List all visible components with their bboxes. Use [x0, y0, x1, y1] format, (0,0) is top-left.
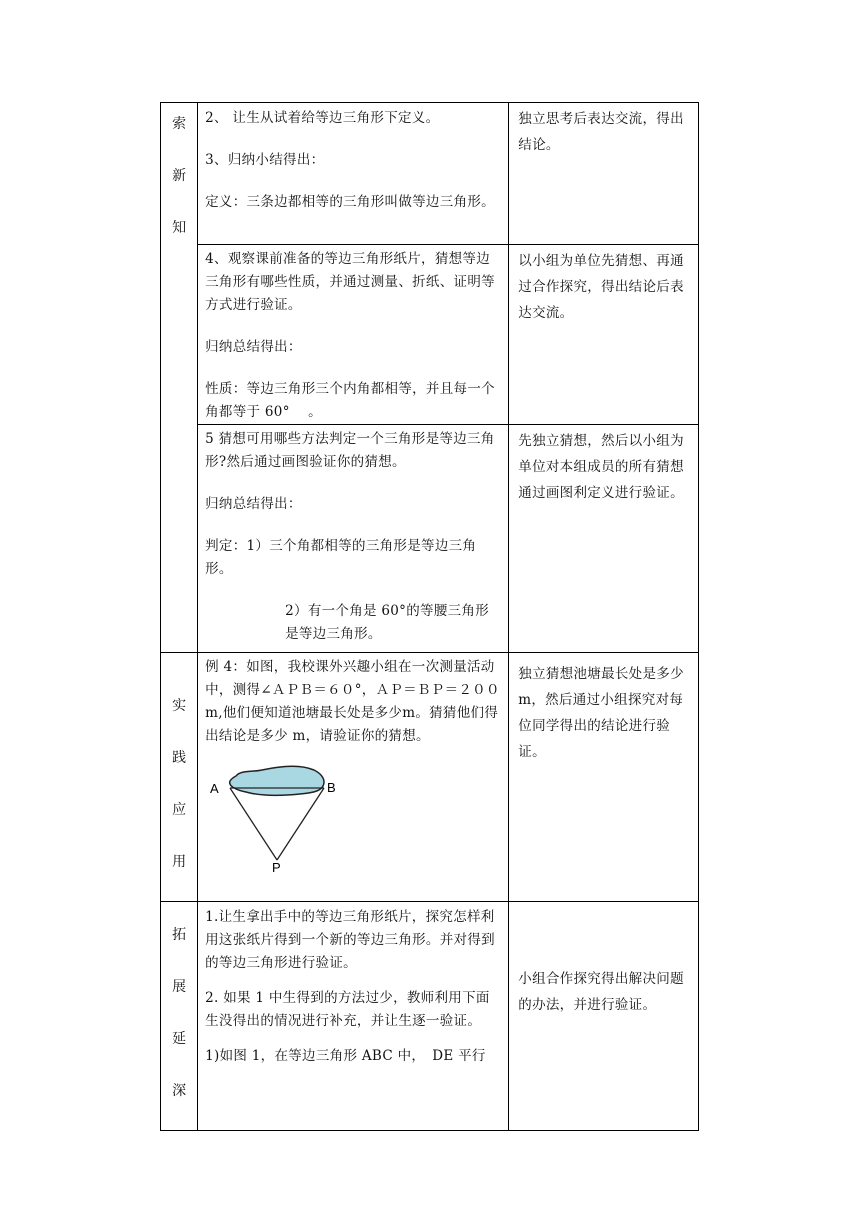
stage-char: 应 — [172, 802, 187, 818]
label-p: P — [272, 860, 282, 872]
teacher-activity-cell — [198, 245, 509, 425]
pond-shape — [230, 766, 324, 795]
stage-char: 深 — [172, 1083, 187, 1099]
student-activity-cell — [509, 425, 699, 653]
paragraph: 判定：1）三个角都相等的三角形是等边三角形。 — [205, 538, 477, 577]
stage-char: 展 — [172, 979, 187, 995]
table-row — [161, 902, 699, 1131]
paragraph: 4、观察课前准备的等边三角形纸片，猜想等边三角形有哪些性质，并通过测量、折纸、证明等方式进行验证。 — [205, 251, 495, 313]
table-row — [161, 103, 699, 245]
stage-cell-practice — [161, 653, 198, 902]
paragraph: 性质：等边三角形三个内角都相等，并且每一个角都等于 60° 。 — [205, 381, 495, 420]
stage-cell-explore — [161, 103, 198, 653]
paragraph: 以小组为单位先猜想、再通过合作探究，得出结论后表达交流。 — [518, 253, 684, 321]
stage-cell-extend — [161, 902, 198, 1131]
triangle-side-ap — [230, 788, 277, 860]
stage-char: 践 — [172, 750, 187, 766]
teacher-activity-cell — [198, 902, 509, 1131]
triangle-side-bp — [277, 788, 324, 860]
paragraph: 2）有一个角是 60°的等腰三角形是等边三角形。 — [285, 603, 490, 642]
label-a: A — [210, 781, 220, 796]
paragraph: 2、 让生从试着给等边三角形下定义。 — [205, 110, 440, 126]
student-activity-cell — [509, 245, 699, 425]
paragraph: 1)如图 1，在等边三角形 ABC 中， DE 平行 — [205, 1048, 486, 1064]
pond-triangle-figure — [210, 762, 350, 872]
lesson-plan-table — [160, 102, 699, 1131]
paragraph: 小组合作探究得出解决问题的办法，并进行验证。 — [518, 971, 684, 1013]
table-row — [161, 653, 699, 902]
paragraph: 独立猜想池塘最长处是多少 m，然后通过小组探究对每位同学得出的结论进行验证。 — [518, 666, 684, 760]
teacher-activity-cell — [198, 425, 509, 653]
stage-char: 拓 — [172, 927, 187, 943]
stage-char: 实 — [172, 698, 187, 714]
paragraph: 2. 如果 1 中生得到的方法过少，教师利用下面生没得出的情况进行补充，并让生逐一验证。 — [205, 990, 490, 1029]
paragraph: 例 4：如图，我校课外兴趣小组在一次测量活动中，测得∠ＡＰＢ＝６０°，ＡＰ＝ＢＰ＝２００m,他们便知道池塘最长处是多少m。猜猜他们得出结论是多少 m，请验证你的猜想。 — [205, 659, 500, 744]
stage-char: 延 — [172, 1031, 187, 1047]
teacher-activity-cell — [198, 103, 509, 245]
stage-char: 知 — [172, 220, 187, 236]
student-activity-cell — [509, 653, 699, 902]
table-row — [161, 245, 699, 425]
paragraph: 5 猜想可用哪些方法判定一个三角形是等边三角形?然后通过画图验证你的猜想。 — [205, 431, 495, 470]
paragraph: 3、归纳小结得出： — [205, 152, 325, 168]
stage-char: 新 — [172, 168, 187, 184]
student-activity-cell — [509, 902, 699, 1131]
table-row — [161, 425, 699, 653]
paragraph: 1.让生拿出手中的等边三角形纸片，探究怎样利用这张纸片得到一个新的等边三角形。并对得到的等边三角形进行验证。 — [205, 909, 495, 971]
paragraph: 独立思考后表达交流，得出结论。 — [518, 111, 684, 153]
paragraph: 归纳总结得出： — [205, 339, 302, 355]
label-b: B — [327, 780, 337, 795]
stage-char: 用 — [172, 854, 187, 870]
paragraph: 先独立猜想，然后以小组为单位对本组成员的所有猜想通过画图利定义进行验证。 — [518, 433, 684, 501]
student-activity-cell — [509, 103, 699, 245]
stage-char: 索 — [172, 116, 187, 132]
teacher-activity-cell — [198, 653, 509, 902]
pond-diagram — [210, 762, 350, 872]
paragraph: 定义：三条边都相等的三角形叫做等边三角形。 — [205, 194, 495, 210]
paragraph: 归纳总结得出： — [205, 496, 302, 512]
